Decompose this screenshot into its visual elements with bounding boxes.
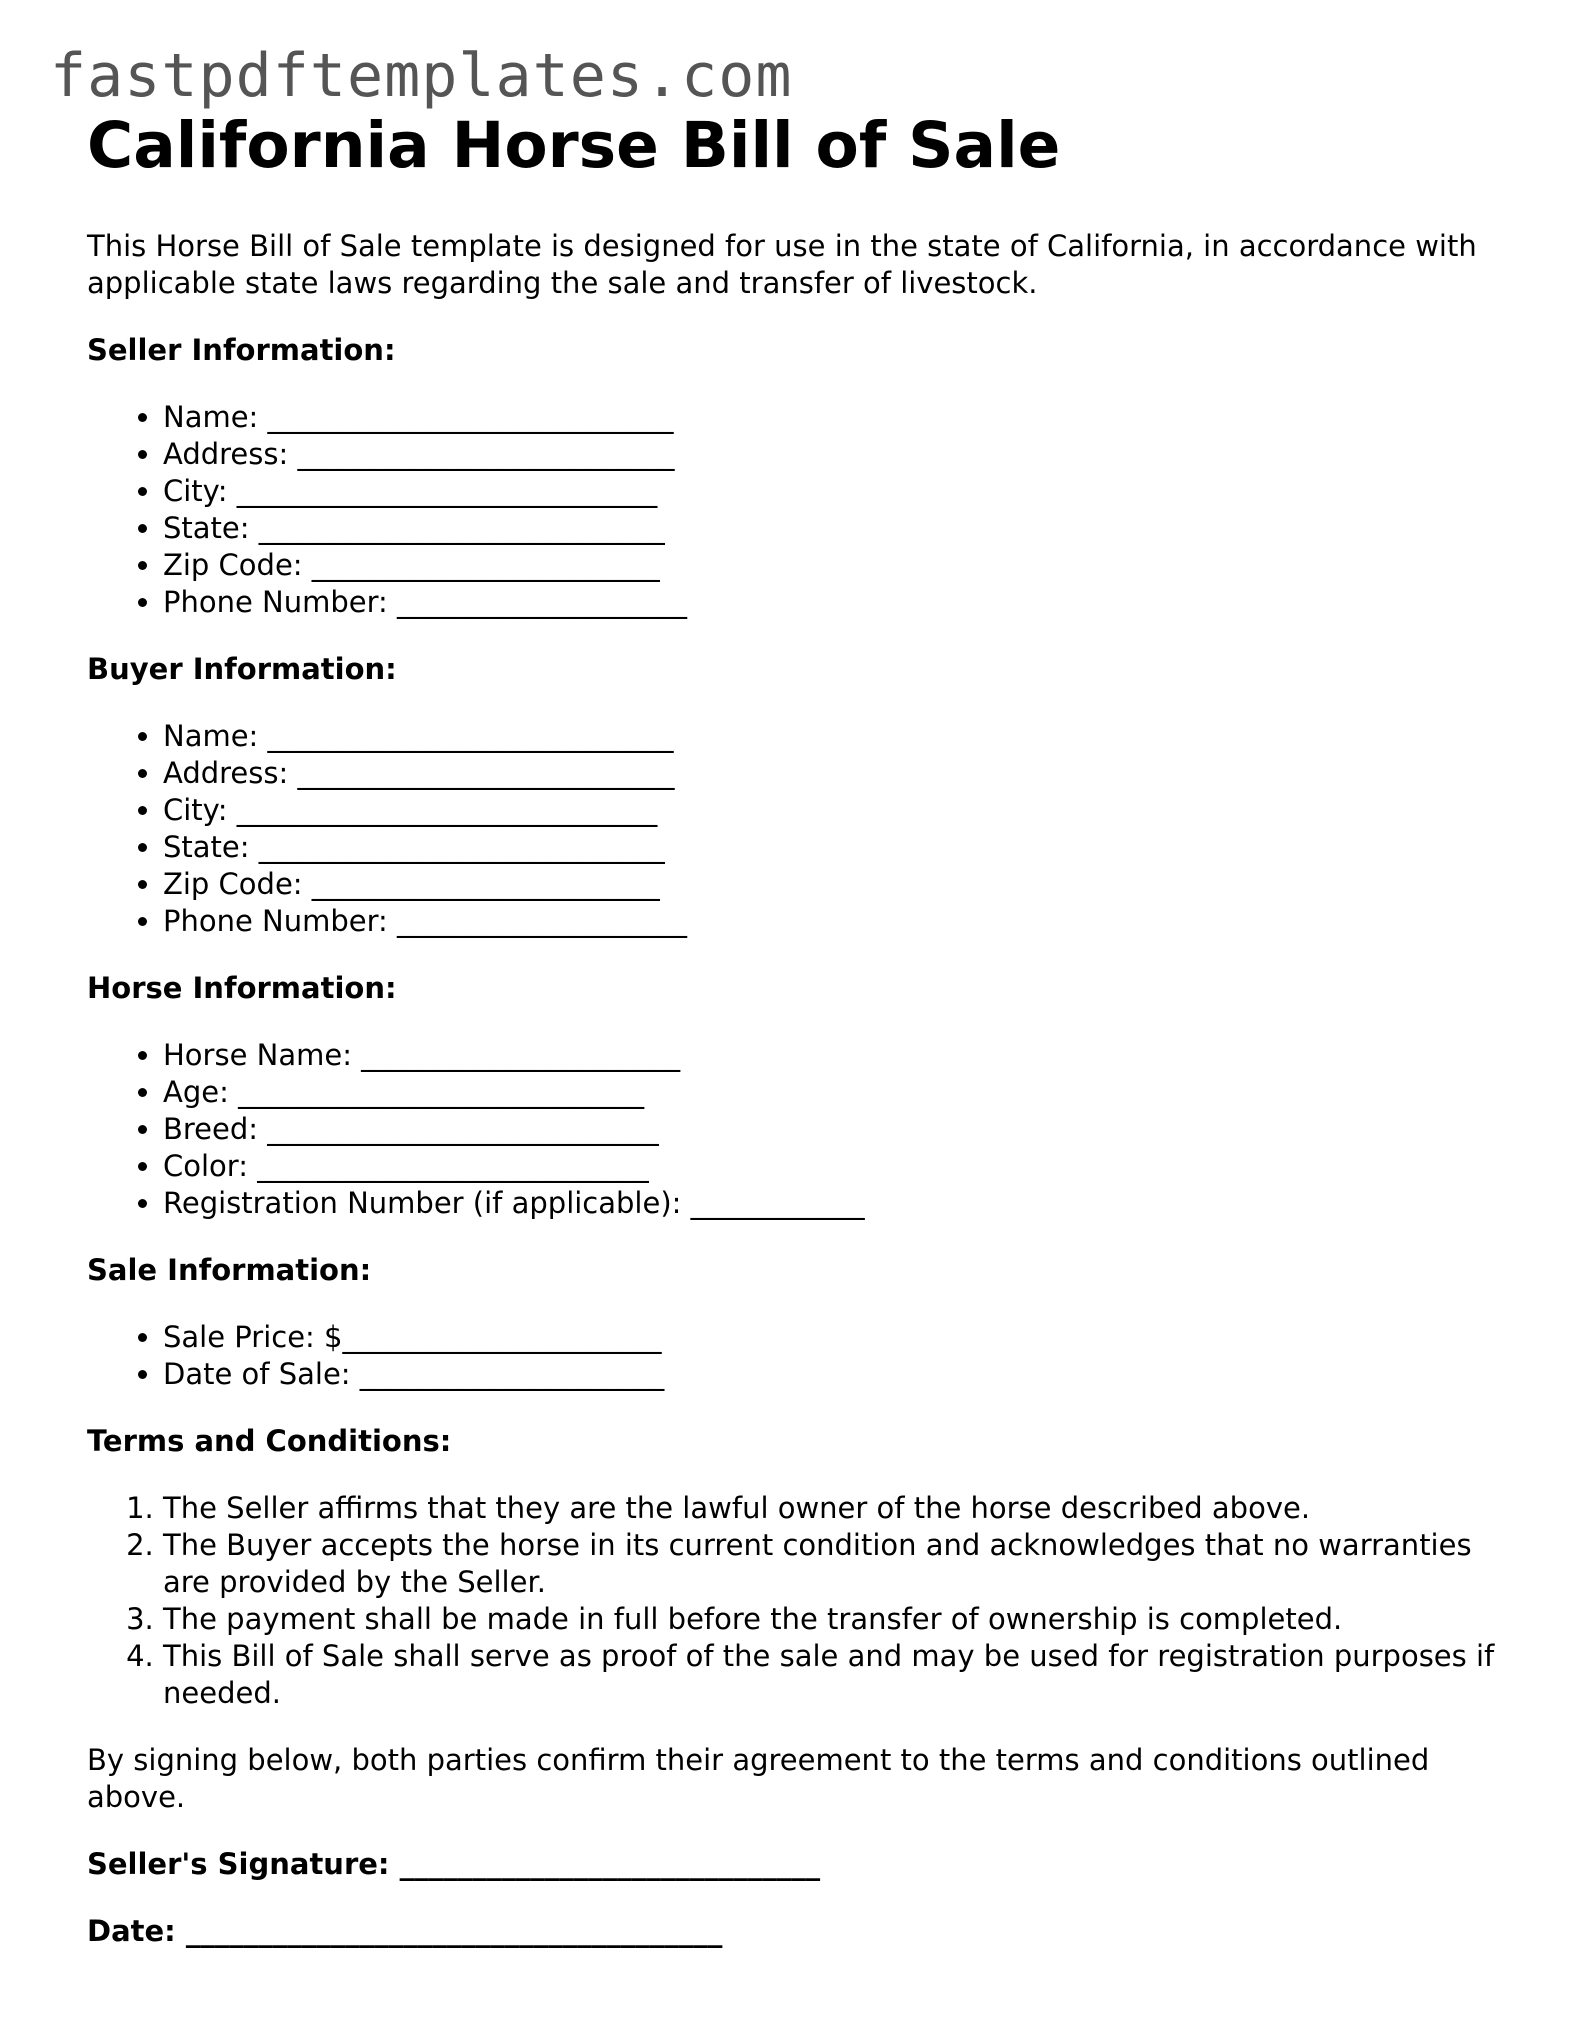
seller-heading: Seller Information: — [87, 332, 396, 367]
seller-signature-line: Seller's Signature: _____________________________ — [87, 1846, 821, 1881]
horse-name-field: • Horse Name: ______________________ — [163, 1037, 1507, 1074]
term-item: 1. The Seller affirms that they are the lawful owner of the horse described above. — [163, 1490, 1507, 1527]
horse-registration-field: • Registration Number (if applicable): ____________ — [163, 1185, 1507, 1222]
sale-price-field: • Sale Price: $______________________ — [163, 1319, 1507, 1356]
seller-name-field: • Name: ____________________________ — [163, 399, 1507, 436]
buyer-fields — [87, 718, 1507, 940]
horse-heading: Horse Information: — [87, 970, 397, 1005]
horse-breed-field: • Breed: ___________________________ — [163, 1111, 1507, 1148]
document-page — [87, 108, 1507, 1950]
horse-fields — [87, 1037, 1507, 1222]
seller-fields — [87, 399, 1507, 621]
sale-heading: Sale Information: — [87, 1252, 372, 1287]
buyer-address-field: • Address: __________________________ — [163, 755, 1507, 792]
closing-statement: By signing below, both parties confirm their agreement to the terms and conditions outlined above. — [87, 1742, 1430, 1814]
seller-zip-field: • Zip Code: ________________________ — [163, 547, 1507, 584]
intro-paragraph: This Horse Bill of Sale template is designed for use in the state of California, in accordance with applicable state laws regarding the sale and transfer of livestock. — [87, 228, 1477, 300]
seller-state-field: • State: ____________________________ — [163, 510, 1507, 547]
seller-phone-field: • Phone Number: ____________________ — [163, 584, 1507, 621]
date-line: Date: _____________________________________ — [87, 1913, 723, 1948]
term-item: 2. The Buyer accepts the horse in its current condition and acknowledges that no warranties are provided by the Seller. — [163, 1527, 1507, 1601]
horse-color-field: • Color: ___________________________ — [163, 1148, 1507, 1185]
seller-address-field: • Address: __________________________ — [163, 436, 1507, 473]
sale-date-field: • Date of Sale: _____________________ — [163, 1356, 1507, 1393]
buyer-city-field: • City: _____________________________ — [163, 792, 1507, 829]
watermark: fastpdftemplates.com — [50, 41, 793, 111]
horse-age-field: • Age: ____________________________ — [163, 1074, 1507, 1111]
buyer-heading: Buyer Information: — [87, 651, 397, 686]
term-item: 3. The payment shall be made in full before the transfer of ownership is completed. — [163, 1601, 1507, 1638]
seller-city-field: • City: _____________________________ — [163, 473, 1507, 510]
buyer-zip-field: • Zip Code: ________________________ — [163, 866, 1507, 903]
terms-heading: Terms and Conditions: — [87, 1423, 452, 1458]
buyer-phone-field: • Phone Number: ____________________ — [163, 903, 1507, 940]
buyer-name-field: • Name: ____________________________ — [163, 718, 1507, 755]
terms-list — [87, 1490, 1507, 1712]
term-item: 4. This Bill of Sale shall serve as proof of the sale and may be used for registration purposes if needed. — [163, 1638, 1507, 1712]
sale-fields — [87, 1319, 1507, 1393]
buyer-state-field: • State: ____________________________ — [163, 829, 1507, 866]
document-title: California Horse Bill of Sale — [87, 109, 1061, 182]
